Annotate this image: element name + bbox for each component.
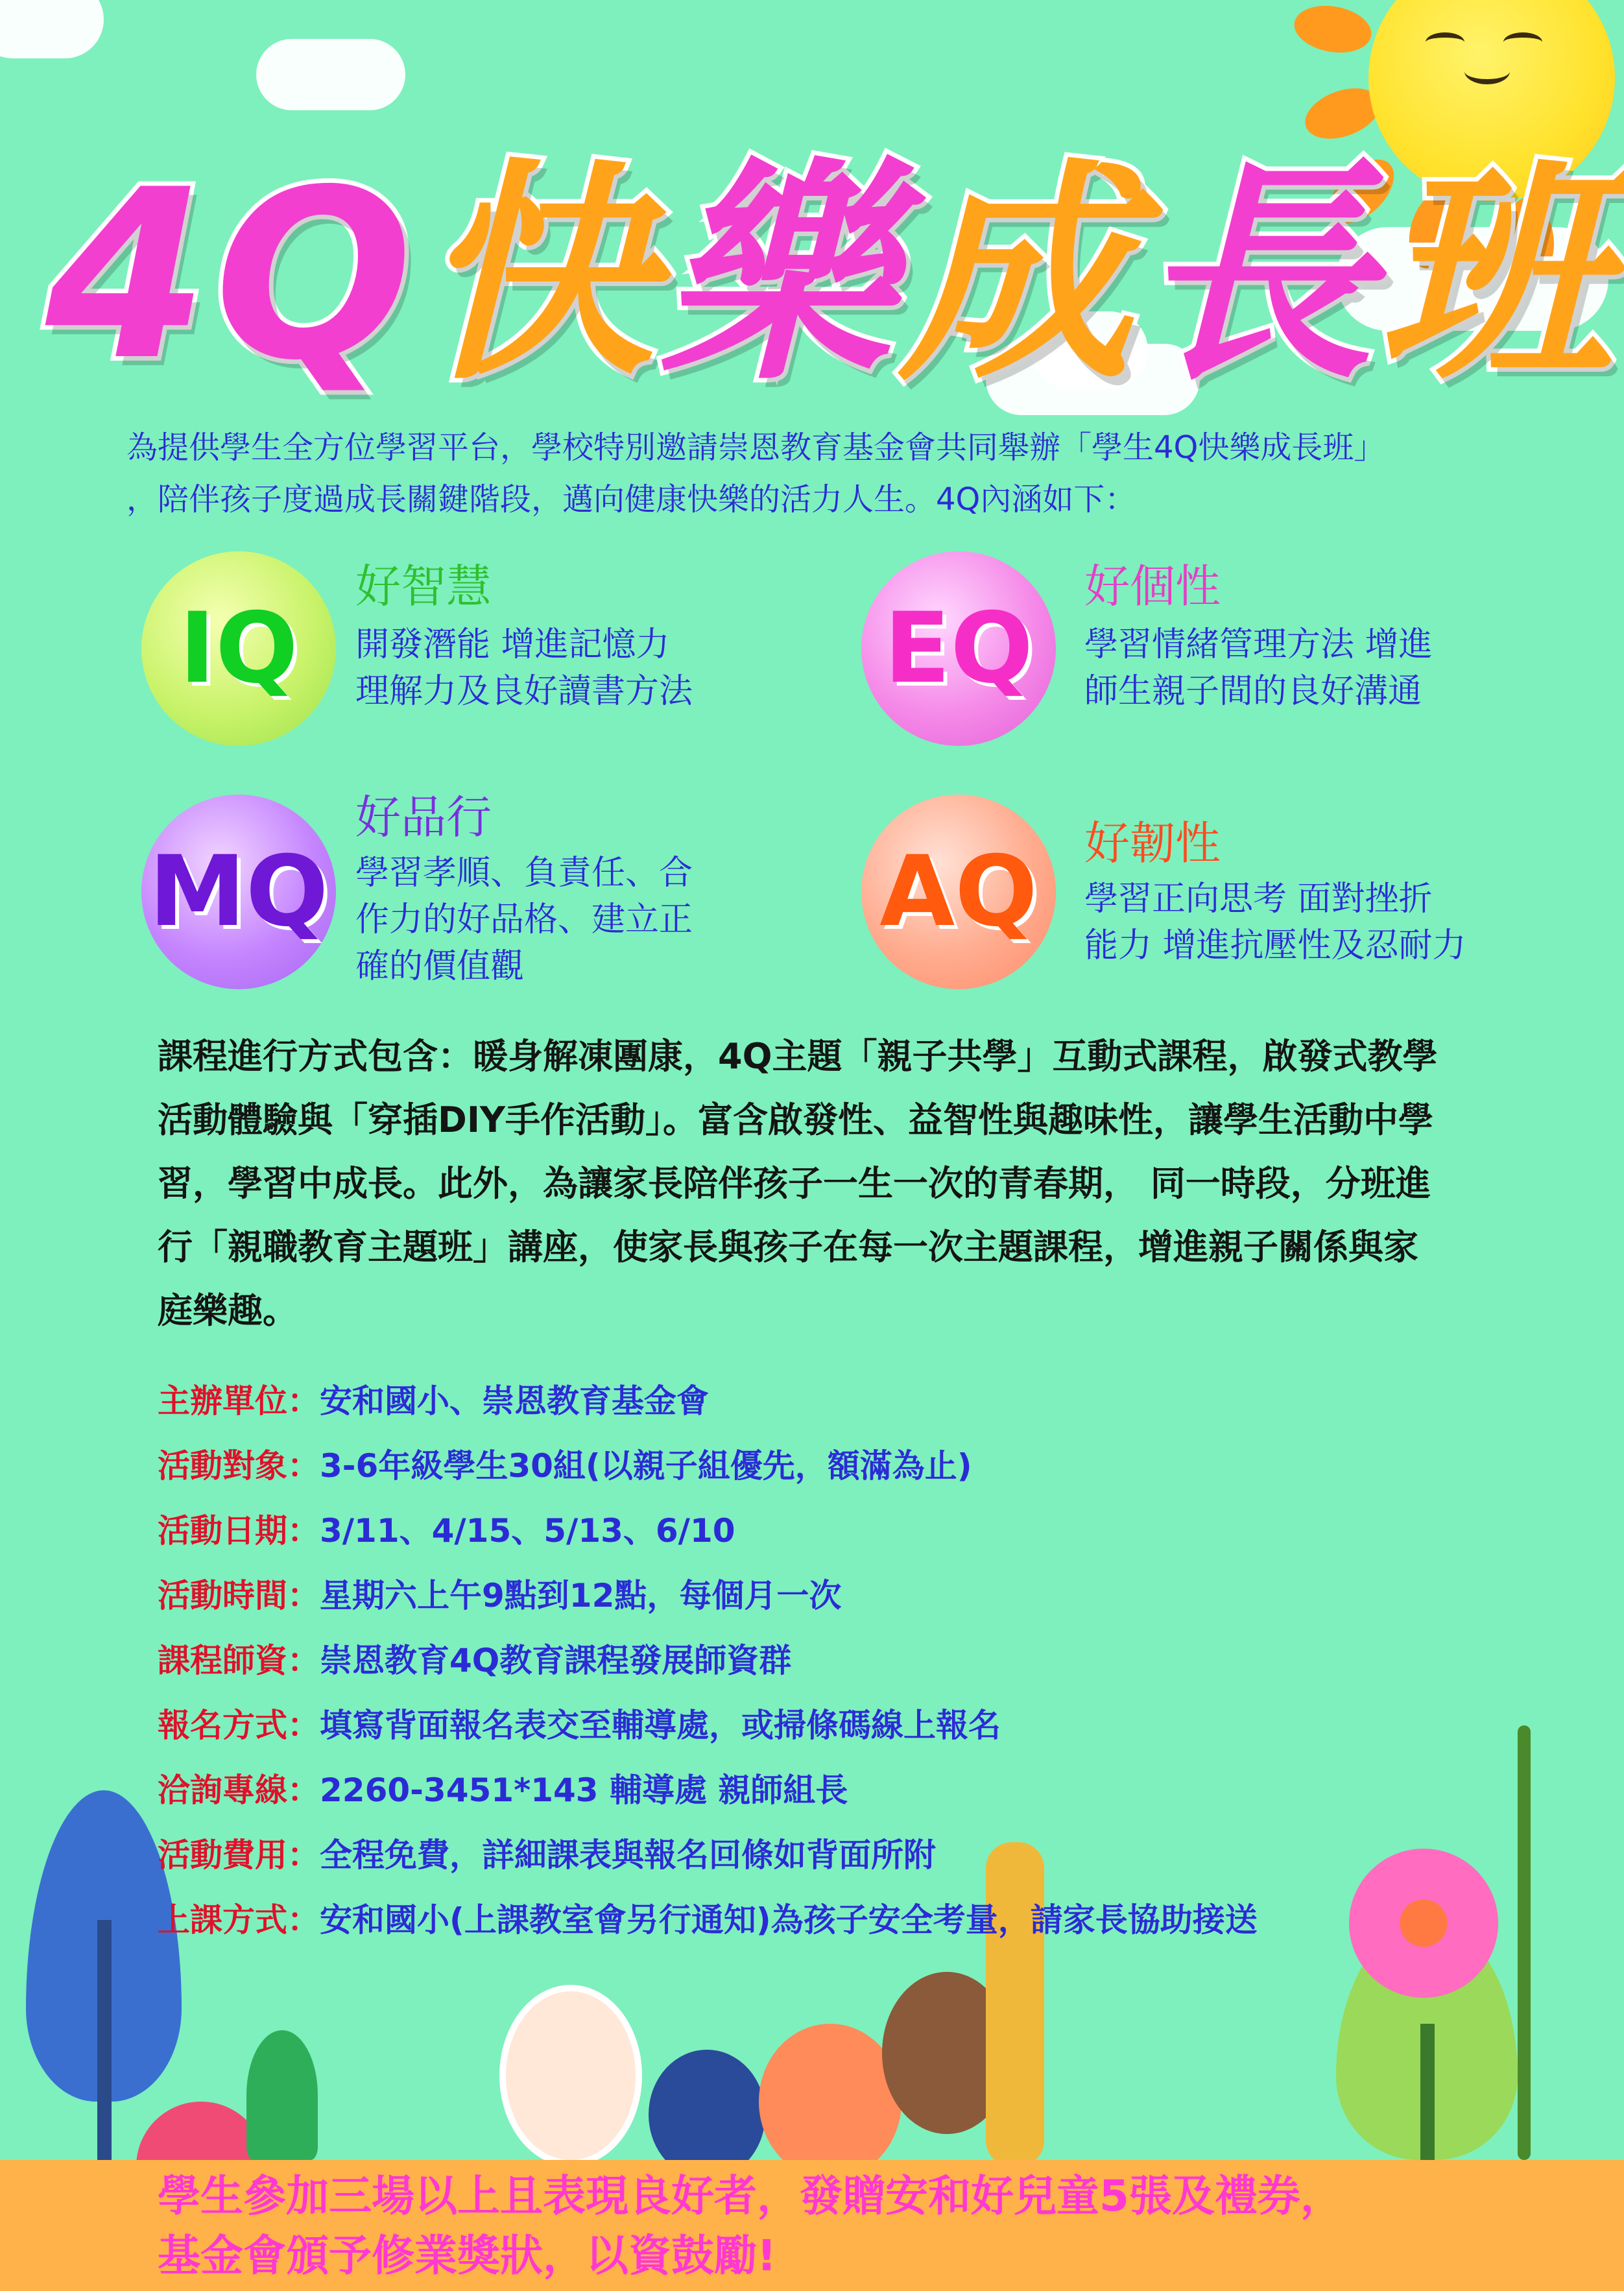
iq-badge: IQ — [141, 551, 336, 746]
info-row-registration: 報名方式：填寫背面報名表交至輔導處，或掃條碼線上報名 — [158, 1707, 1001, 1744]
cloud-icon — [0, 0, 104, 58]
tree-trunk — [97, 1920, 112, 2160]
course-line: 習，學習中成長。此外，為讓家長陪伴孩子一生一次的青春期， 同一時段，分班進 — [158, 1163, 1431, 1204]
mq-heading: 好品行 — [355, 791, 492, 844]
fox-kid-icon — [759, 2024, 902, 2179]
title-char: 班 — [1379, 139, 1613, 411]
info-row-audience: 活動對象：3-6年級學生30組(以親子組優先，額滿為止) — [158, 1447, 972, 1485]
info-row-dates: 活動日期：3/11、4/15、5/13、6/10 — [158, 1512, 735, 1550]
fern-icon — [246, 2030, 318, 2160]
title-char: 4 — [45, 139, 208, 411]
tree-trunk — [1420, 2024, 1435, 2160]
aq-description — [1084, 876, 1466, 969]
eq-heading: 好個性 — [1084, 560, 1221, 613]
info-row-teachers: 課程師資：崇恩教育4Q教育課程發展師資群 — [158, 1642, 792, 1679]
mq-description — [355, 850, 693, 990]
eq-line: 學習情緒管理方法 增進 — [1084, 625, 1433, 664]
info-row-class-mode: 上課方式：安和國小(上課教室會另行通知)為孩子安全考量，請家長協助接送 — [158, 1901, 1258, 1939]
title-char: 樂 — [659, 139, 893, 411]
aq-line: 能力 增進抗壓性及忍耐力 — [1084, 926, 1466, 965]
course-line: 課程進行方式包含：暖身解凍團康，4Q主題「親子共學」互動式課程，啟發式教學 — [158, 1036, 1438, 1077]
iq-line: 理解力及良好讀書方法 — [355, 672, 693, 711]
banner-text — [158, 2166, 1584, 2286]
eq-badge: EQ — [861, 551, 1056, 746]
page-title — [45, 139, 1613, 412]
info-row-time: 活動時間：星期六上午9點到12點，每個月一次 — [158, 1577, 842, 1614]
intro-paragraph — [126, 422, 1553, 525]
bunny-kid-icon — [499, 1985, 642, 2166]
mq-badge: MQ — [141, 795, 336, 989]
aq-badge: AQ — [861, 795, 1056, 989]
cloud-icon — [256, 39, 405, 110]
aq-line: 學習正向思考 面對挫折 — [1084, 880, 1433, 918]
iq-heading: 好智慧 — [355, 560, 492, 613]
vine-icon — [1518, 1725, 1531, 2160]
course-line: 庭樂趣。 — [158, 1290, 298, 1331]
iq-line: 開發潛能 增進記憶力 — [355, 625, 670, 664]
info-row-fee: 活動費用：全程免費，詳細課表與報名回條如背面所附 — [158, 1836, 936, 1874]
eq-line: 師生親子間的良好溝通 — [1084, 672, 1422, 711]
course-line: 行「親職教育主題班」講座，使家長與孩子在每一次主題課程，增進親子關係與家 — [158, 1227, 1418, 1267]
banner-line: 學生參加三場以上且表現良好者，發贈安和好兒童5張及禮券， — [158, 2171, 1343, 2221]
course-line: 活動體驗與「穿插DIY手作活動」。富含啟發性、益智性與趣味性，讓學生活動中學 — [158, 1099, 1434, 1140]
title-char: 快 — [419, 139, 653, 411]
info-row-organizer: 主辦單位：安和國小、崇恩教育基金會 — [158, 1382, 709, 1420]
mq-line: 作力的好品格、建立正 — [355, 900, 693, 939]
info-row-contact: 洽詢專線：2260-3451*143 輔導處 親師組長 — [158, 1771, 848, 1809]
mq-line: 學習孝順、負責任、合 — [355, 854, 693, 893]
title-char: Q — [214, 139, 413, 411]
aq-heading: 好韌性 — [1084, 817, 1221, 870]
title-char: 成 — [899, 139, 1133, 411]
mq-line: 確的價值觀 — [355, 947, 525, 986]
iq-description — [355, 621, 693, 715]
course-description — [158, 1025, 1494, 1343]
info-list — [158, 1369, 1520, 1952]
title-char: 長 — [1139, 139, 1373, 411]
banner-line: 基金會頒予修業獎狀，以資鼓勵! — [158, 2231, 777, 2281]
eq-description — [1084, 621, 1433, 715]
intro-line: 為提供學生全方位學習平台，學校特別邀請崇恩教育基金會共同舉辦「學生4Q快樂成長班」 — [126, 429, 1385, 466]
intro-line: ，陪伴孩子度過成長關鍵階段，邁向健康快樂的活力人生。4Q內涵如下： — [126, 481, 1136, 518]
